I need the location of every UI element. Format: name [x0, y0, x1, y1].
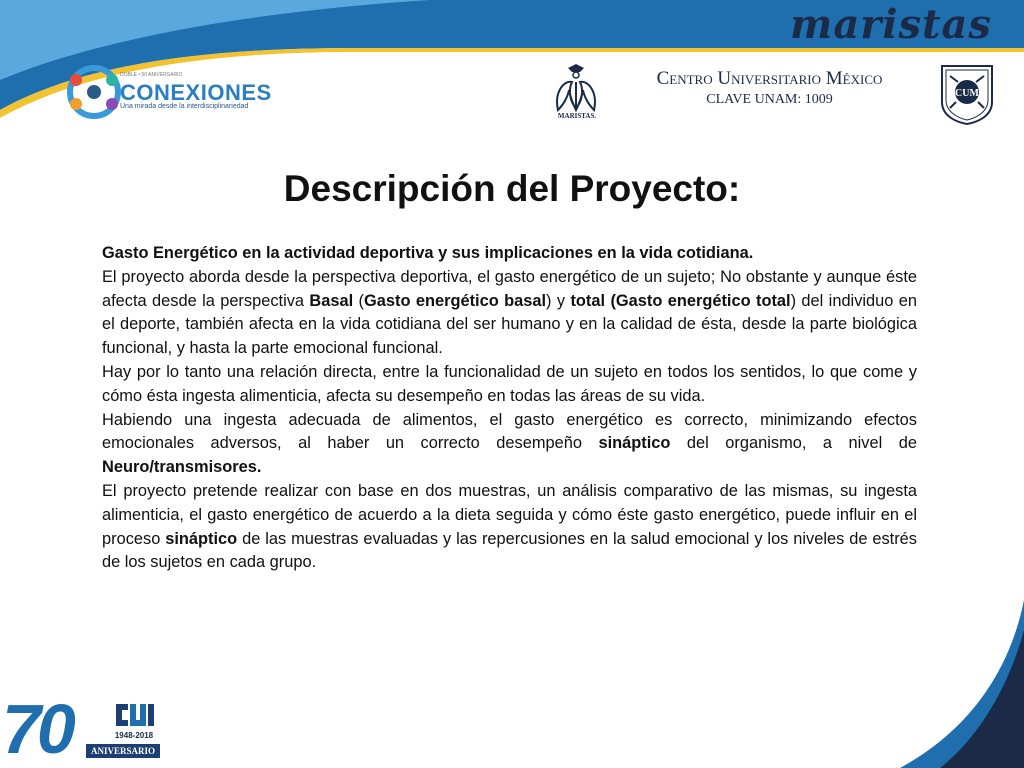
cum-seal-text: CUM: [955, 88, 979, 99]
maristas-script-logo: maristas: [790, 1, 992, 48]
paragraph-basal-total: [102, 266, 917, 361]
project-description: [102, 242, 917, 575]
cum-seal-icon: [938, 62, 996, 126]
paragraph-relacion: Hay por lo tanto una relación directa, entre la funcionalidad de un sujeto en todos los sentidos, lo que come y cómo ésta ingesta alimenticia, afecta su desempeño en todas las áreas de su vida.: [102, 362, 917, 405]
text-run: Habiendo una ingesta adecuada de alimentos, el gasto energético es correcto, minimizando efectos emocionales adversos, al haber un correcto desempeño: [102, 410, 917, 453]
conexiones-caption: DOBLE • 50 ANIVERSARIO: [120, 72, 183, 78]
institution-name: Centro Universitario México: [656, 68, 883, 89]
project-heading: Gasto Energético en la actividad deportiva y sus implicaciones en la vida cotidiana.: [102, 244, 754, 262]
bold-run: sináptico: [165, 529, 238, 548]
paragraph-muestras: [102, 480, 917, 575]
conexiones-tagline: Una mirada desde la interdisciplinariedad: [120, 103, 249, 110]
text-run: ) y: [546, 291, 571, 310]
bold-run: Gasto energético basal: [364, 291, 547, 310]
paragraph-ingesta: [102, 409, 917, 480]
text-run: de las muestras evaluadas y las repercusiones en la salud emocional y los niveles de estrés de los sujetos en cada grupo.: [102, 529, 917, 572]
text-run: ) del individuo en el deporte, también afecta en la vida cotidiana del ser humano y en la calidad de ésta, desde la parte biológica funcional, y hasta la parte emocional funcional.: [102, 291, 917, 358]
footer-swoosh: [880, 600, 1024, 768]
cum-monogram-icon: [112, 700, 156, 730]
institution-clave: CLAVE UNAM: 1009: [706, 92, 833, 107]
anniversary-label: ANIVERSARIO: [86, 744, 160, 758]
text-run: El proyecto aborda desde la perspectiva deportiva, el gasto energético de un sujeto; No obstante y aunque éste afecta desde la perspectiva: [102, 267, 917, 310]
bold-run: (Gasto energético total: [610, 291, 791, 310]
conexiones-wordmark: CONEXIONES: [120, 80, 272, 105]
bold-run: Neuro/transmisores.: [102, 458, 262, 477]
bold-run: Basal: [309, 291, 354, 310]
text-run: del organismo, a nivel de: [670, 434, 917, 453]
text-run: (: [353, 291, 364, 310]
paragraph-heading: [102, 242, 917, 266]
bold-run: total: [570, 291, 606, 310]
bold-run: sináptico: [598, 434, 671, 453]
page-title: Descripción del Proyecto:: [283, 168, 741, 209]
text-run: El proyecto pretende realizar con base en dos muestras, un análisis comparativo de las mismas, su ingesta alimenticia, el gasto energético de acuerdo a la dieta seguida y cómo éste gasto energético, puede influir en el proceso: [102, 481, 917, 548]
anniversary-number: 70: [2, 690, 72, 768]
maristas-crest-label: MARISTAS.: [557, 112, 597, 120]
anniversary-years: 1948-2018: [114, 731, 154, 740]
conexiones-network-icon: [66, 64, 122, 120]
